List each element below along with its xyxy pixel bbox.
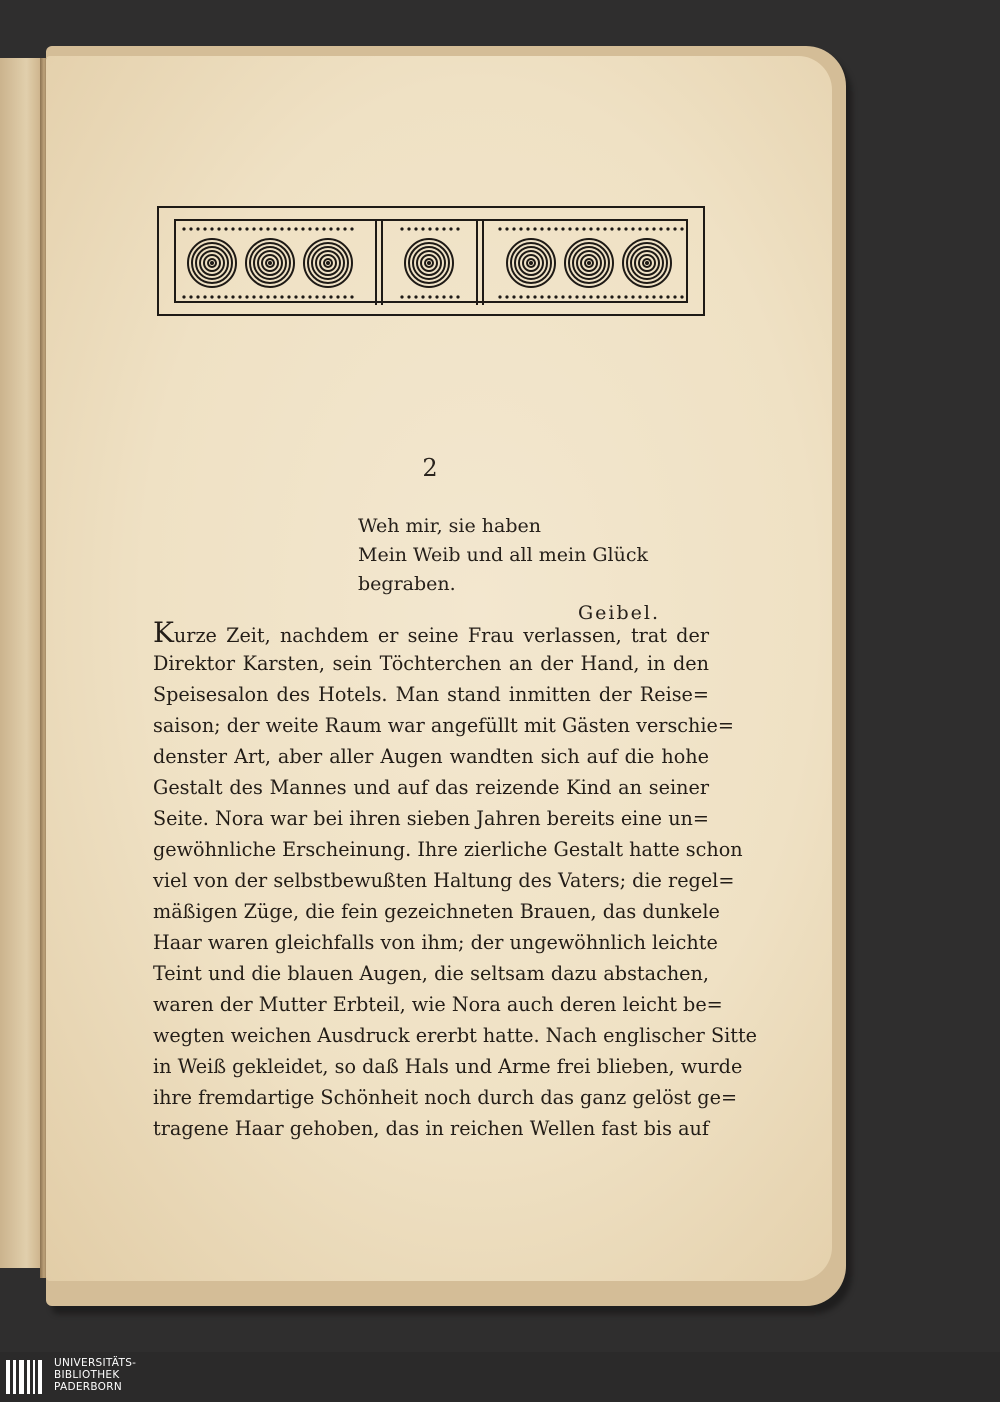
ornament-dot — [308, 295, 311, 298]
ornament-center-dot — [268, 261, 272, 265]
ornament-dot — [259, 227, 262, 230]
ornament-center-dot — [326, 261, 330, 265]
library-logo-line: PADERBORN — [54, 1381, 122, 1393]
ornament-dot — [456, 295, 459, 298]
ornament-dot — [540, 227, 543, 230]
ornament-dot — [561, 295, 564, 298]
ornament-center-dot — [645, 261, 649, 265]
ornament-dot — [343, 295, 346, 298]
ornament-dot — [638, 227, 641, 230]
ornament-banner — [157, 206, 705, 316]
ornament-dot — [554, 227, 557, 230]
ornament-dot — [273, 295, 276, 298]
ornament-dot — [182, 227, 185, 230]
ornament-dot — [554, 295, 557, 298]
ornament-dot — [449, 227, 452, 230]
ornament-dot — [533, 295, 536, 298]
ornament-dot — [224, 227, 227, 230]
body-line: Haar waren gleichfalls von ihm; der ungewöhnlich leichte — [153, 931, 718, 954]
ornament-dot — [336, 227, 339, 230]
body-line: gewöhnliche Erscheinung. Ihre zierliche Gestalt hatte schon — [153, 838, 743, 861]
ornament-dot — [498, 295, 501, 298]
library-barcode-logo-icon — [6, 1356, 46, 1398]
ornament-dot — [280, 295, 283, 298]
ornament-dot — [322, 295, 325, 298]
ornament-dot — [252, 227, 255, 230]
ornament-dot — [350, 227, 353, 230]
ornament-dot — [238, 227, 241, 230]
ornament-dot — [294, 295, 297, 298]
ornament-dot — [407, 295, 410, 298]
ornament-dot — [266, 227, 269, 230]
ornament-dot — [652, 227, 655, 230]
left-page-edge — [0, 58, 44, 1268]
ornament-dot — [287, 227, 290, 230]
ornament-dot — [603, 227, 606, 230]
ornament-dot — [343, 227, 346, 230]
ornament-dot — [638, 295, 641, 298]
library-logo-line: BIBLIOTHEK — [54, 1369, 120, 1381]
ornament-dot — [526, 295, 529, 298]
ornament-dot — [561, 227, 564, 230]
ornament-dot — [266, 295, 269, 298]
ornament-dot — [645, 295, 648, 298]
ornament-dot — [575, 227, 578, 230]
epigraph-author: Geibel. — [578, 602, 661, 624]
ornament-dot — [308, 227, 311, 230]
ornament-dot — [589, 295, 592, 298]
ornament-dot — [407, 227, 410, 230]
library-footer-bar — [0, 1352, 1000, 1402]
ornament-dot — [505, 227, 508, 230]
body-line: Kurze Zeit, nachdem er seine Frau verlassen, trat der — [153, 616, 709, 649]
ornament-dot — [217, 295, 220, 298]
ornament-dot — [414, 227, 417, 230]
ornament-dot — [400, 295, 403, 298]
ornament-dot — [217, 227, 220, 230]
library-logo-text — [54, 1357, 136, 1393]
ornament-dot — [610, 227, 613, 230]
ornament-dot — [512, 227, 515, 230]
ornament-dot — [259, 295, 262, 298]
ornament-dot — [568, 227, 571, 230]
ornament-dot — [238, 295, 241, 298]
ornament-dot — [224, 295, 227, 298]
ornament-dot — [512, 295, 515, 298]
ornament-dot — [617, 295, 620, 298]
ornament-dot — [673, 295, 676, 298]
ornament-dot — [505, 295, 508, 298]
ornament-dot — [421, 227, 424, 230]
ornament-dot — [287, 295, 290, 298]
ornament-dot — [322, 227, 325, 230]
ornament-dot — [659, 227, 662, 230]
ornament-dot — [603, 295, 606, 298]
ornament-dot — [203, 295, 206, 298]
ornament-dot — [273, 227, 276, 230]
ornament-dot — [252, 295, 255, 298]
ornament-dot — [575, 295, 578, 298]
ornament-dot — [442, 295, 445, 298]
ornament-dot — [245, 227, 248, 230]
ornament-dot — [589, 227, 592, 230]
epigraph — [330, 512, 710, 628]
ornament-dot — [547, 295, 550, 298]
ornament-dot — [652, 295, 655, 298]
chapter-number: 2 — [422, 454, 438, 482]
ornament-dot — [582, 227, 585, 230]
body-line: Gestalt des Mannes und auf das reizende Kind an seiner — [153, 776, 709, 799]
body-line: Speisesalon des Hotels. Man stand inmitten der Reise= — [153, 683, 709, 706]
ornament-dot — [428, 295, 431, 298]
ornament-dot — [231, 227, 234, 230]
ornament-dot — [526, 227, 529, 230]
body-line: ihre fremdartige Schönheit noch durch das ganz gelöst ge= — [153, 1086, 738, 1109]
ornament-dot — [659, 295, 662, 298]
ornament-dot — [231, 295, 234, 298]
ornament-dot — [624, 227, 627, 230]
body-line: saison; der weite Raum war angefüllt mit Gästen verschie= — [153, 714, 734, 737]
ornament-dot — [203, 227, 206, 230]
ornament-dot — [435, 295, 438, 298]
ornament-dot — [336, 295, 339, 298]
ornament-dot — [350, 295, 353, 298]
body-line: Teint und die blauen Augen, die seltsam dazu abstachen, — [153, 962, 709, 985]
ornament-dot — [435, 227, 438, 230]
ornament-dot — [196, 227, 199, 230]
ornament-dot — [617, 227, 620, 230]
ornament-dot — [456, 227, 459, 230]
body-line: tragene Haar gehoben, das in reichen Wellen fast bis auf — [153, 1117, 709, 1140]
ornament-dot — [519, 295, 522, 298]
ornament-dot — [196, 295, 199, 298]
ornament-dot — [631, 227, 634, 230]
body-line: in Weiß gekleidet, so daß Hals und Arme frei blieben, wurde — [153, 1055, 743, 1078]
ornament-dot — [568, 295, 571, 298]
ornament-dot — [596, 227, 599, 230]
ornament-dot — [189, 227, 192, 230]
ornament-dot — [680, 295, 683, 298]
ornament-dot — [533, 227, 536, 230]
epigraph-line-2: Mein Weib und all mein Glück begraben. — [358, 544, 649, 595]
library-logo-line: UNIVERSITÄTS- — [54, 1357, 137, 1369]
ornament-dot — [329, 227, 332, 230]
ornament-dot — [421, 295, 424, 298]
ornament-dot — [449, 295, 452, 298]
ornament-center-dot — [587, 261, 591, 265]
ornament-dot — [315, 227, 318, 230]
body-line: Seite. Nora war bei ihren sieben Jahren bereits eine un= — [153, 807, 709, 830]
ornament-inner-frame — [174, 219, 688, 303]
ornament-dot — [624, 295, 627, 298]
ornament-dot — [666, 295, 669, 298]
ornament-center-dot — [427, 261, 431, 265]
ornament-dot — [498, 227, 501, 230]
ornament-dot — [329, 295, 332, 298]
ornament-dot — [414, 295, 417, 298]
body-line: denster Art, aber aller Augen wandten sich auf die hohe — [153, 745, 709, 768]
ornament-dot — [428, 227, 431, 230]
ornament-dot — [245, 295, 248, 298]
ornament-dot — [540, 295, 543, 298]
ornament-dot — [442, 227, 445, 230]
ornament-dot — [189, 295, 192, 298]
body-line: Direktor Karsten, sein Töchterchen an der Hand, in den — [153, 652, 709, 675]
body-line: wegten weichen Ausdruck ererbt hatte. Nach englischer Sitte — [153, 1024, 758, 1047]
concentric-circles-ornament-icon — [176, 221, 690, 305]
body-line: waren der Mutter Erbteil, wie Nora auch deren leicht be= — [153, 993, 723, 1016]
ornament-dot — [666, 227, 669, 230]
ornament-dot — [280, 227, 283, 230]
ornament-dot — [645, 227, 648, 230]
ornament-dot — [182, 295, 185, 298]
ornament-dot — [315, 295, 318, 298]
ornament-dot — [582, 295, 585, 298]
ornament-center-dot — [210, 261, 214, 265]
ornament-dot — [547, 227, 550, 230]
ornament-dot — [210, 295, 213, 298]
ornament-dot — [210, 227, 213, 230]
ornament-dot — [301, 227, 304, 230]
ornament-dot — [519, 227, 522, 230]
ornament-dot — [631, 295, 634, 298]
ornament-dot — [673, 227, 676, 230]
ornament-dot — [680, 227, 683, 230]
epigraph-line-1: Weh mir, sie haben — [358, 515, 541, 537]
ornament-dot — [400, 227, 403, 230]
body-line: viel von der selbstbewußten Haltung des Vaters; die regel= — [153, 869, 735, 892]
ornament-dot — [596, 295, 599, 298]
body-line: mäßigen Züge, die fein gezeichneten Brauen, das dunkele — [153, 900, 720, 923]
ornament-dot — [294, 227, 297, 230]
ornament-dot — [301, 295, 304, 298]
ornament-dot — [610, 295, 613, 298]
ornament-center-dot — [529, 261, 533, 265]
body-text — [153, 616, 758, 1144]
